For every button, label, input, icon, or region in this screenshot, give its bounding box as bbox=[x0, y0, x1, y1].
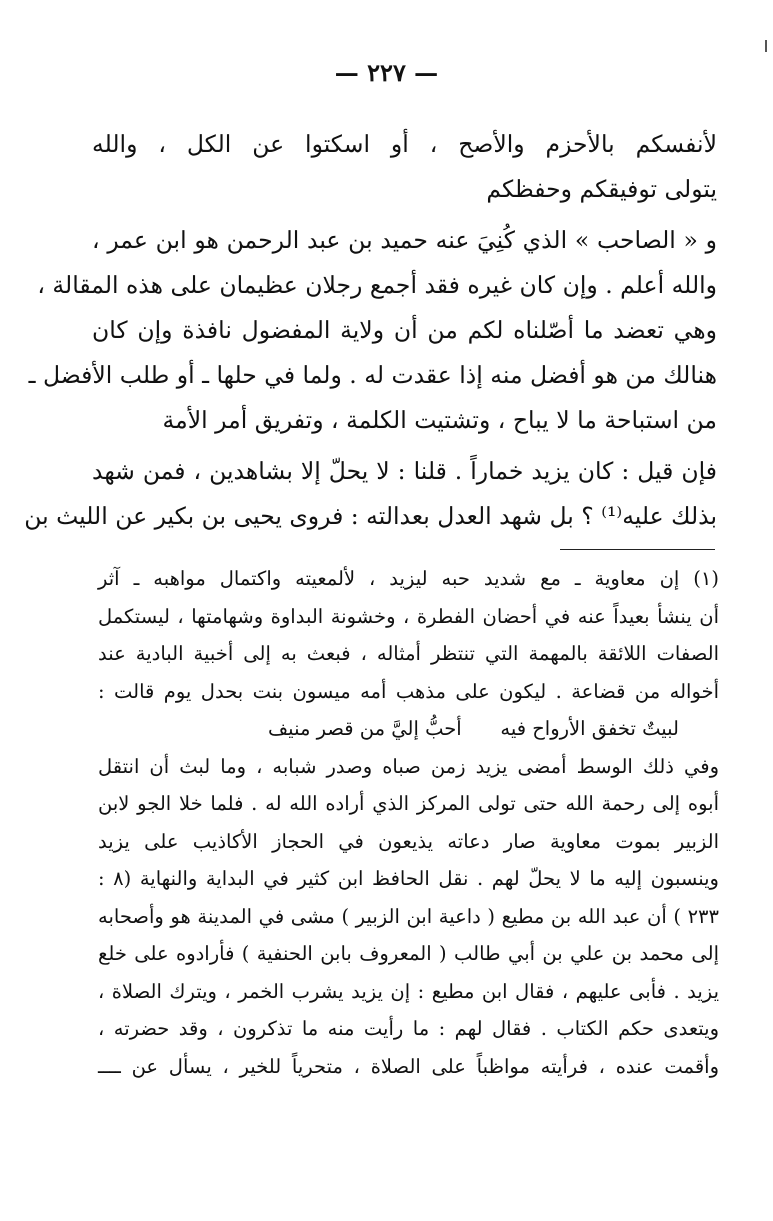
poetry-verse bbox=[98, 710, 719, 748]
text-line: والله أعلم . وإن كان غيره فقد أجمع رجلان عظيمان على هذه المقالة ، bbox=[37, 271, 717, 299]
footnote-line: ٢٣٣ ) أن عبد الله بن مطيع ( داعية ابن الزبير ) مشى في المدينة هو وأصحابه bbox=[98, 904, 719, 928]
main-text bbox=[24, 122, 717, 539]
footnote-line: وأقمت عنده ، فرأيته مواظباً على الصلاة ، متحرياً للخير ، يسأل عن ــــ bbox=[98, 1054, 719, 1078]
text-line: لأنفسكم بالأحزم والأصح ، أو اسكتوا عن الكل ، والله bbox=[92, 130, 717, 158]
text-line: يتولى توفيقكم وحفظكم bbox=[486, 175, 717, 203]
footnote-line: (١) إن معاوية ـ مع شديد حبه ليزيد ، لألمعيته واكتمال مواهبه ـ آثر bbox=[98, 567, 719, 590]
footnote-line: الصفات اللائقة بالمهمة التي تنتظر أمثاله ، فبعث به إلى أخبية البادية عند bbox=[98, 642, 719, 665]
footnote-line: وينسبون إليه ما لا يحلّ لهم . نقل الحافظ ابن كثير في البداية والنهاية (٨ : bbox=[98, 867, 719, 890]
text-line: وهي تعضد ما أصّلناه لكم من أن ولاية المفضول نافذة وإن كان bbox=[92, 316, 717, 344]
footnote-divider bbox=[560, 549, 715, 550]
verse-first-hemistich: لبيتٌ تخفق الأرواح فيه bbox=[500, 717, 679, 740]
verse-second-hemistich: أحبُّ إليَّ من قصر منيف bbox=[268, 717, 462, 740]
text-line: فإن قيل : كان يزيد خماراً . قلنا : لا يحلّ إلا بشاهدين ، فمن شهد bbox=[92, 457, 717, 485]
scan-edge-mark bbox=[765, 40, 767, 52]
footnote-line: أبوه إلى رحمة الله حتى تولى المركز الذي أراده الله له . فلما خلا الجو لابن bbox=[98, 792, 719, 815]
text-line: هنالك من هو أفضل منه إذا عقدت له . ولما في حلها ـ أو طلب الأفضل ـ bbox=[28, 361, 717, 389]
footnote bbox=[98, 560, 719, 1085]
footnote-line: إلى محمد بن علي بن أبي طالب ( المعروف بابن الحنفية ) فأرادوه على خلع bbox=[98, 942, 719, 965]
page-number: — ٢٢٧ — bbox=[334, 58, 439, 87]
footnote-line: وفي ذلك الوسط أمضى يزيد زمن صباه وصدر شبابه ، وما لبث أن انتقل bbox=[98, 754, 719, 778]
footnote-line: ويتعدى حكم الكتاب . فقال لهم : ما رأيت منه ما تذكرون ، وقد حضرته ، bbox=[98, 1017, 719, 1040]
footnote-line: الزبير بموت معاوية صار دعاته يذيعون في الحجاز الأكاذيب على يزيد bbox=[98, 829, 719, 853]
footnote-line: أخواله من قضاعة . ليكون على مذهب أمه ميسون بنت بحدل يوم قالت : bbox=[98, 679, 719, 703]
footnote-line: يزيد . فأبى عليهم ، فقال ابن مطيع : إن يزيد يشرب الخمر ، ويترك الصلاة ، bbox=[98, 979, 719, 1003]
footnote-line: أن ينشأ بعيداً عنه في أحضان الفطرة ، وخشونة البداوة وشهامتها ، ليستكمل bbox=[98, 604, 719, 628]
text-line: بذلك عليه⁽¹⁾ ؟ بل شهد العدل بعدالته : فروى يحيى بن بكير عن الليث بن bbox=[24, 502, 717, 530]
text-line: و « الصاحب » الذي كُنِيَ عنه حميد بن عبد الرحمن هو ابن عمر ، bbox=[92, 226, 717, 254]
text-line: من استباحة ما لا يباح ، وتشتيت الكلمة ، وتفريق أمر الأمة bbox=[162, 406, 717, 434]
